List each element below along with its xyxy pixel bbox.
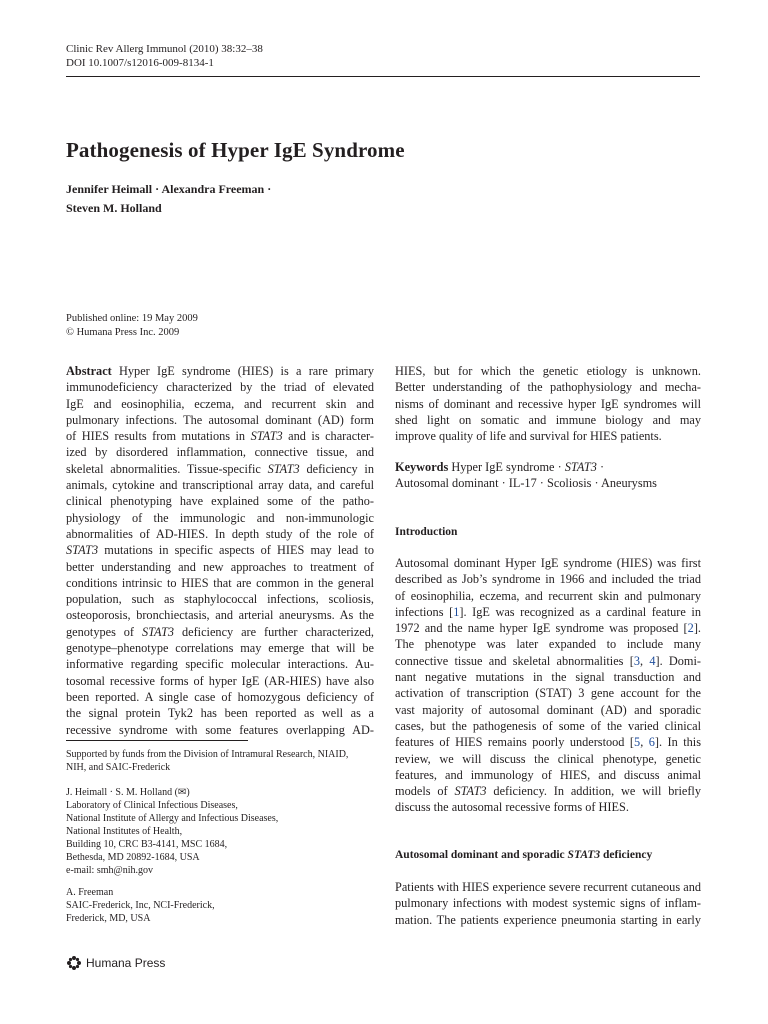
abstract [66, 363, 374, 738]
abstract-line: physiology of the immunologic and non-immunologic [66, 510, 374, 525]
section-heading-stat3: Autosomal dominant and sporadic STAT3 deficiency [395, 849, 653, 861]
text-line: Better understanding of the pathophysiology and mecha- [395, 380, 701, 395]
abstract-line: population, such as staphylococcal infections, scoliosis, [66, 592, 374, 607]
text-line: activation of transcription (STAT) 3 gene account for the [395, 686, 701, 701]
text-line: shed light on somatic and immune biology and may [395, 412, 701, 427]
text-line: HIES, but for which the genetic etiology is unknown. [395, 364, 701, 378]
abstract-line: better understanding and new approaches to treatment of [66, 559, 374, 574]
header-rule [66, 76, 700, 77]
introduction-heading: Introduction [395, 526, 458, 538]
address-line: National Institutes of Health, [66, 826, 183, 837]
abstract-label: Abstract [66, 364, 112, 378]
text-line: nisms of dominant and recessive hyper IgE syndromes will [395, 396, 701, 411]
abstract-line: tosomal recessive forms of hyper IgE (AR-HIES) have also [66, 673, 374, 688]
text-line: review, we will discuss the clinical phenotype, genetic [395, 751, 701, 766]
abstract-line: Abstract Hyper IgE syndrome (HIES) is a rare primary [66, 364, 374, 378]
text-line: features of HIES remains poorly understood [5, 6]. In this [395, 735, 702, 750]
abstract-line: recessive syndrome with some features overlapping AD- [66, 722, 374, 737]
citation-link[interactable]: 4 [649, 653, 656, 668]
abstract-line: genotype–phenotype correlations may emerge that will be [66, 641, 374, 656]
text-line: The phenotype was later expanded to include many [395, 637, 701, 652]
text-line: vast majority of autosomal dominant (AD) and sporadic [395, 702, 701, 717]
introduction-text [395, 555, 701, 816]
citation-link[interactable]: 1 [453, 604, 460, 619]
abstract-line: immunodeficiency characterized by the triad of elevated [66, 380, 374, 395]
funding-line-2: NIH, and SAIC-Frederick [66, 762, 171, 773]
citation-link[interactable]: 6 [648, 735, 655, 750]
keywords-line-1: Hyper IgE syndrome · STAT3 · [448, 460, 605, 474]
address-line: Frederick, MD, USA [66, 913, 151, 924]
author-list [66, 180, 271, 218]
abstract-line: ized by disordered inflammation, connective tissue, and [66, 445, 374, 460]
text-line: nant negative mutations in the signal transduction and [395, 670, 701, 685]
text-line: pulmonary infections with modest systemic signs of inflam- [395, 896, 701, 911]
abstract-line: STAT3 mutations in specific aspects of HIES may lead to [66, 543, 374, 558]
copyright-line: © Humana Press Inc. 2009 [66, 326, 180, 338]
text-line: features, and immunology of HIES, and discuss animal [395, 767, 701, 782]
author-line-1: Jennifer Heimall · Alexandra Freeman · [66, 182, 272, 196]
text-line: 1972 and the name hyper IgE syndrome was proposed [2]. [395, 621, 701, 636]
text-line: infections [1]. IgE was recognized as a cardinal feature in [395, 604, 701, 619]
doi[interactable]: DOI 10.1007/s12016-009-8134-1 [66, 57, 214, 69]
address-line: A. Freeman [66, 887, 114, 898]
abstract-line: genotypes of STAT3 deficiency are further characterized, [66, 624, 374, 639]
freeman-affiliation [66, 886, 376, 925]
abstract-line: abnormalities of AD-HIES. In depth study of the role of [66, 526, 374, 541]
text-line: improve quality of life and survival for HIES patients. [395, 429, 662, 444]
publication-info [66, 312, 198, 339]
article-title: Pathogenesis of Hyper IgE Syndrome [66, 138, 405, 162]
footnote-rule [66, 740, 248, 741]
abstract-continued [395, 363, 701, 444]
address-line: Laboratory of Clinical Infectious Diseases, [66, 800, 238, 811]
text-line: discuss the autosomal recessive forms of HIES. [395, 800, 629, 815]
funding-note [66, 748, 376, 774]
publisher-name: Humana Press [86, 956, 166, 970]
humana-flower-icon [66, 955, 82, 971]
abstract-line: conditions intrinsic to HIES that are common in the general [66, 575, 374, 590]
citation-link[interactable]: 5 [634, 735, 641, 750]
text-line: Autosomal dominant Hyper IgE syndrome (HIES) was first [395, 556, 701, 570]
text-line: models of STAT3 deficiency. In addition, we will briefly [395, 784, 701, 799]
keywords-line-2: Autosomal dominant · IL-17 · Scoliosis · Aneurysms [395, 476, 657, 491]
journal-citation: Clinic Rev Allerg Immunol (2010) 38:32–38 [66, 43, 263, 55]
publisher-logo [66, 955, 165, 971]
abstract-line: clinical phenotyping have explained some of the patho- [66, 494, 374, 509]
address-line: Bethesda, MD 20892-1684, USA [66, 852, 200, 863]
author-line-2: Steven M. Holland [66, 201, 162, 215]
abstract-line: IgE and eosinophilia, eczema, and recurrent skin and [66, 396, 374, 411]
keywords [395, 459, 701, 492]
abstract-line: osteoporosis, bronchiectasis, and arterial aneurysms. As the [66, 608, 374, 623]
address-line: Building 10, CRC B3-4141, MSC 1684, [66, 839, 228, 850]
abstract-line: animals, cytokine and transcriptional array data, and careful [66, 478, 374, 493]
section-text-stat3 [395, 879, 701, 928]
correspondence-address [66, 786, 376, 877]
keywords-label: Keywords [395, 460, 449, 474]
text-line: cases, but the pathogenesis of some of the varied clinical [395, 718, 701, 733]
abstract-line: the signal protein Tyk2 has been reported as well as a [66, 706, 374, 721]
text-line: described as Job’s syndrome in 1966 and included the triad [395, 572, 701, 587]
citation-link[interactable]: 3 [633, 653, 640, 668]
abstract-line: skeletal abnormalities. Tissue-specific STAT3 deficiency in [66, 461, 374, 476]
text-line: mation. The patients experience pneumonia starting in early [395, 912, 701, 927]
text-line: connective tissue and skeletal abnormalities [3, 4]. Domi- [395, 653, 701, 668]
address-line: J. Heimall · S. M. Holland (✉) [66, 787, 190, 798]
published-date: Published online: 19 May 2009 [66, 313, 198, 324]
abstract-line: informative regarding specific molecular interactions. Au- [66, 657, 374, 672]
abstract-line: been reported. A single case of homozygous deficiency of [66, 689, 374, 704]
funding-line-1: Supported by funds from the Division of Intramural Research, NIAID, [66, 749, 349, 760]
text-line: Patients with HIES experience severe recurrent cutaneous and [395, 880, 701, 894]
text-line: of eosinophilia, eczema, and recurrent skin and pulmonary [395, 588, 701, 603]
citation-link[interactable]: 2 [687, 621, 694, 636]
abstract-line: of HIES results from mutations in STAT3 and is character- [66, 429, 374, 444]
address-line: National Institute of Allergy and Infectious Diseases, [66, 813, 279, 824]
address-line: SAIC-Frederick, Inc, NCI-Frederick, [66, 900, 215, 911]
abstract-line: pulmonary infections. The autosomal dominant (AD) form [66, 412, 374, 427]
address-line[interactable]: e-mail: smh@nih.gov [66, 865, 153, 876]
